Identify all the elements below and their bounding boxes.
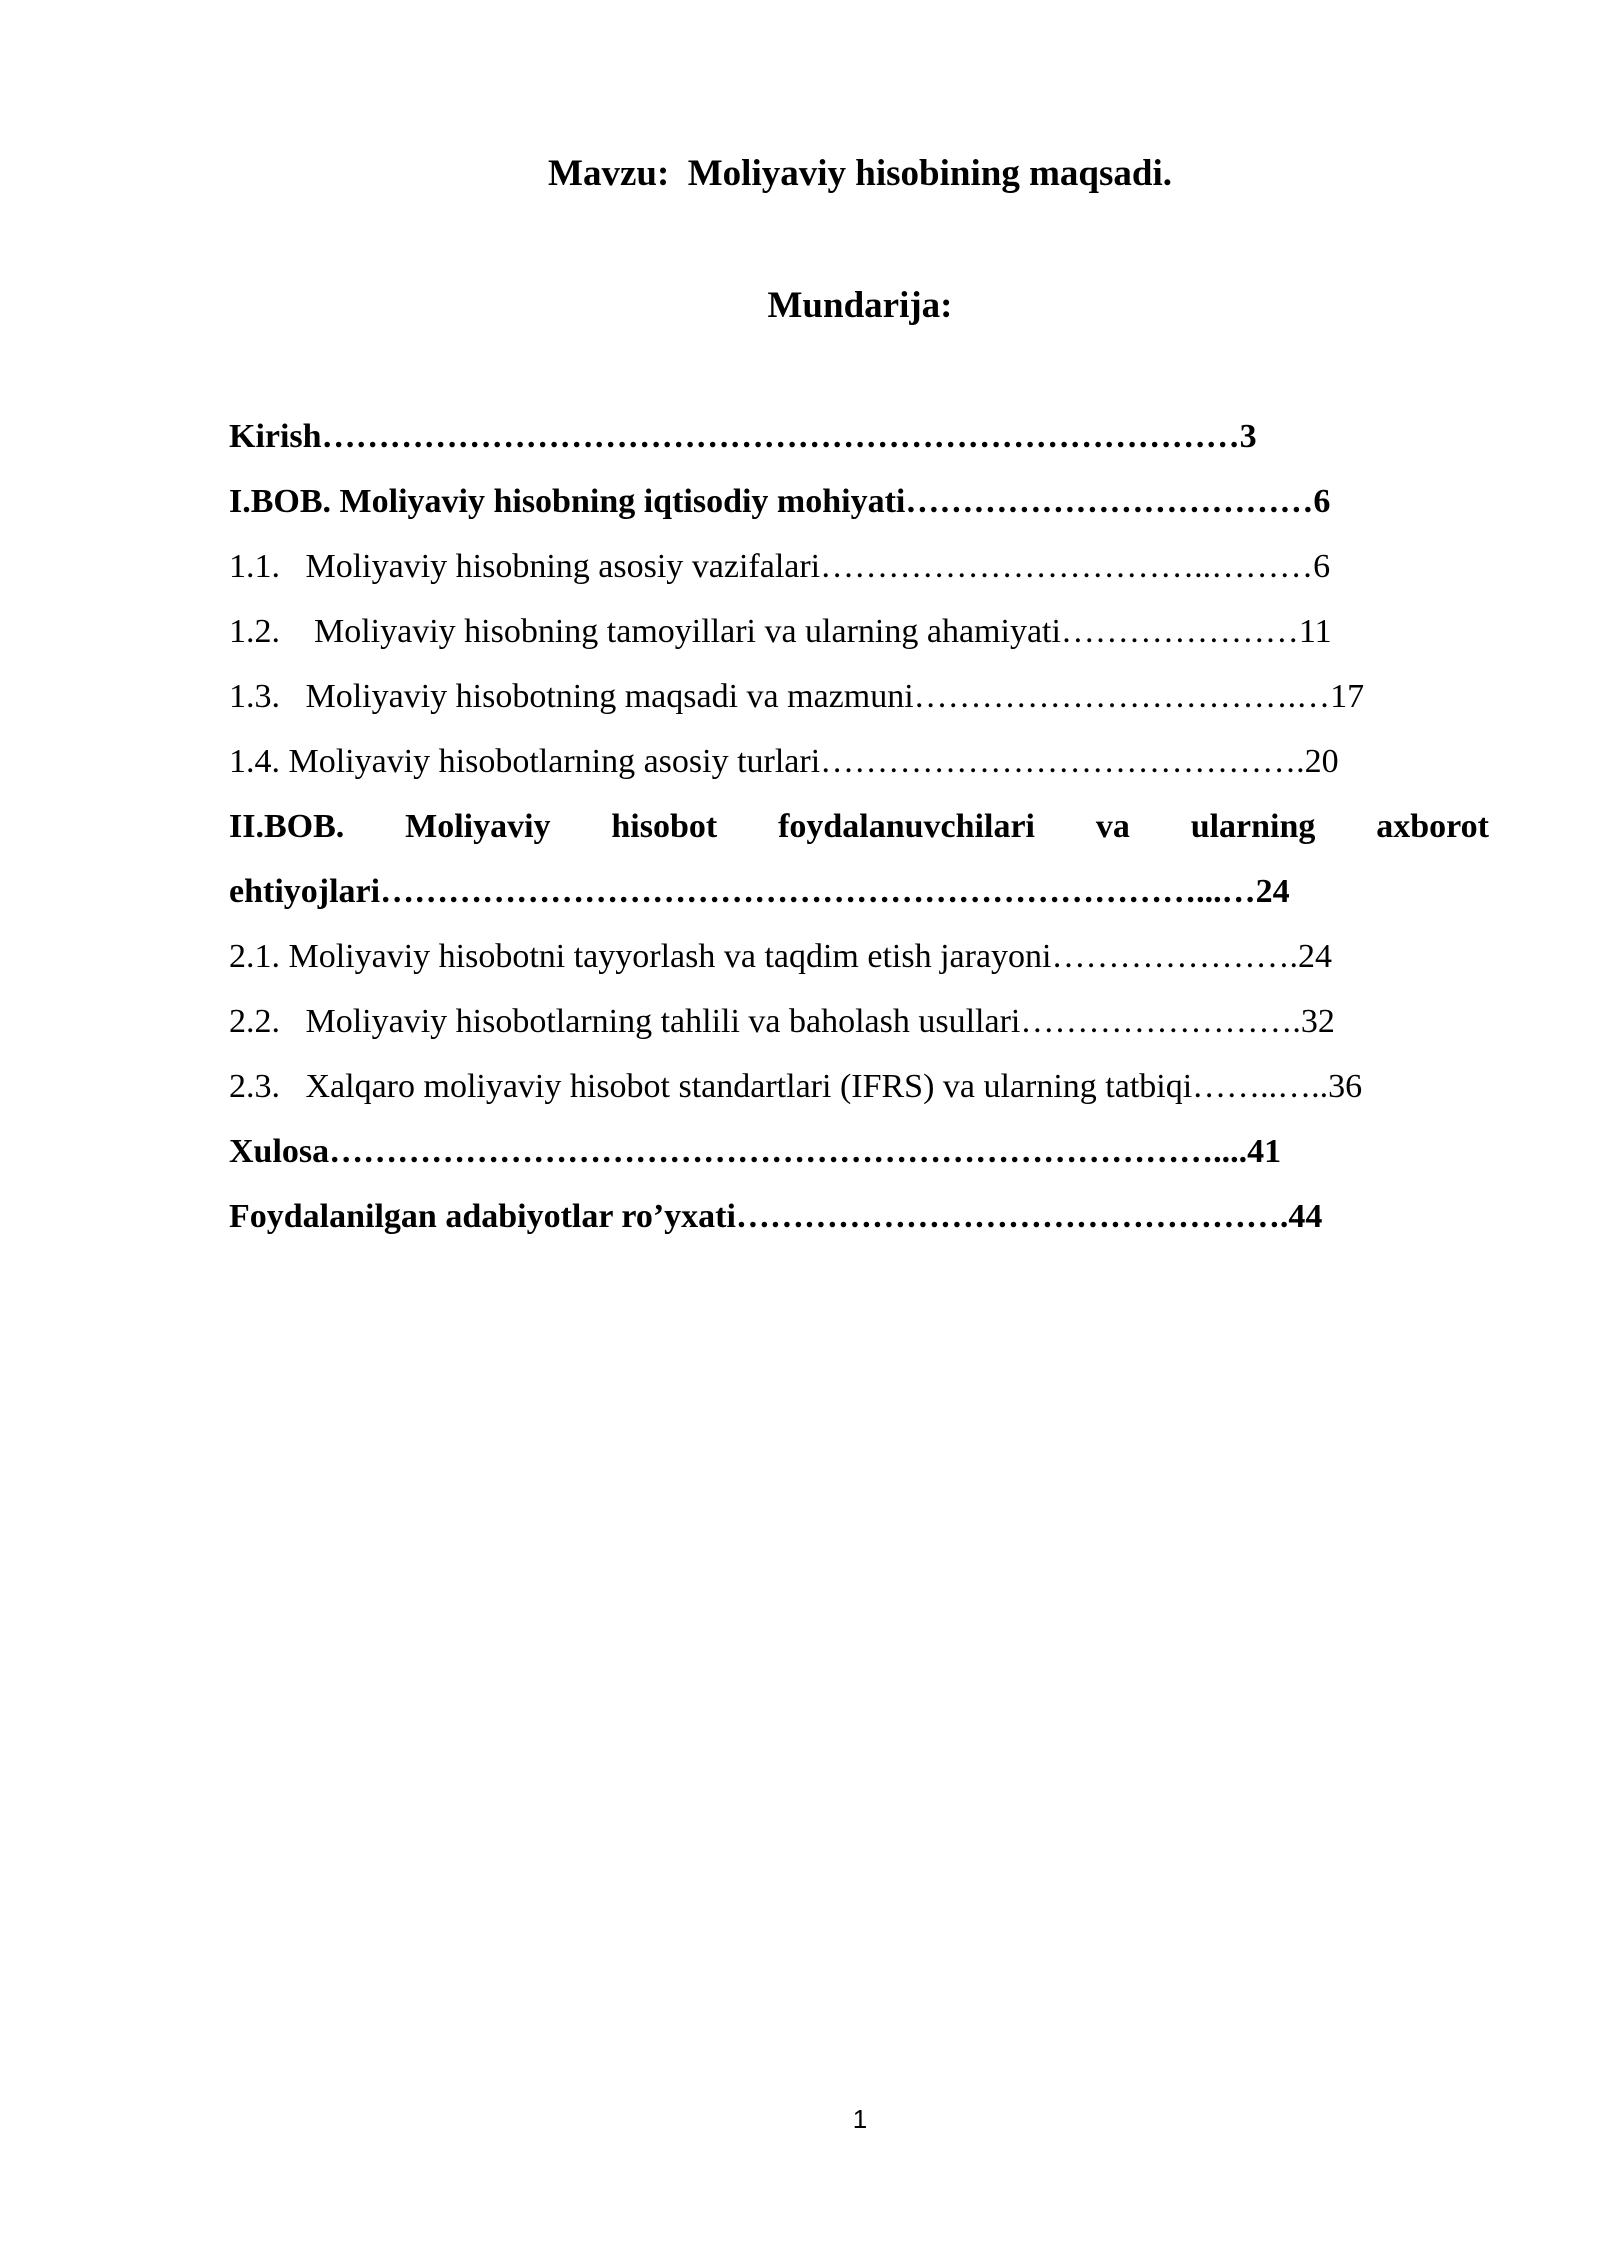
toc-word: hisobot — [611, 808, 718, 845]
toc-entry-chapter-1: I.BOB. Moliyaviy hisobning iqtisodiy mohiyati………………………………6 — [229, 483, 1331, 520]
toc-entry-1-2: 1.2. Moliyaviy hisobning tamoyillari va ularning ahamiyati…………………11 — [229, 613, 1332, 650]
toc-word: Moliyaviy — [405, 808, 551, 845]
toc-entry-1-1: 1.1. Moliyaviy hisobning asosiy vazifalari……………………………..………6 — [229, 548, 1331, 585]
toc-entry-1-4: 1.4. Moliyaviy hisobotlarning asosiy turlari…………………………………….20 — [229, 743, 1339, 780]
toc-entry-chapter-2-continued: ehtiyojlari………………………………………………………………...…24 — [229, 873, 1290, 910]
toc-word: axborot — [1376, 808, 1489, 845]
toc-entry-references: Foydalanilgan adabiyotlar ro’yxati………………………………………….44 — [229, 1198, 1323, 1235]
toc-entry-chapter-2 — [229, 804, 1489, 869]
toc-entry-2-1: 2.1. Moliyaviy hisobotni tayyorlash va taqdim etish jarayoni………………….24 — [229, 938, 1332, 975]
toc-entry-1-3: 1.3. Moliyaviy hisobotning maqsadi va mazmuni…………………………….…17 — [229, 678, 1365, 715]
toc-entry-2-3: 2.3. Xalqaro moliyaviy hisobot standartlari (IFRS) va ularning tatbiqi……..…..36 — [229, 1068, 1363, 1105]
document-title: Mavzu: Moliyaviy hisobining maqsadi. — [548, 153, 1172, 194]
toc-word: foydalanuvchilari — [778, 808, 1035, 845]
page-number: 1 — [852, 2104, 868, 2134]
toc-word: va — [1095, 808, 1130, 845]
toc-heading: Mundarija: — [767, 285, 953, 326]
toc-entry-kirish: Kirish………………………………………………………………………3 — [229, 418, 1257, 455]
toc-entry-xulosa: Xulosa……………………………………………………………………....41 — [229, 1133, 1282, 1170]
table-of-contents — [229, 414, 1489, 1259]
toc-entry-2-2: 2.2. Moliyaviy hisobotlarning tahlili va baholash usullari…………………….32 — [229, 1003, 1335, 1040]
toc-word: ularning — [1190, 808, 1316, 845]
toc-word: II.BOB. — [229, 808, 345, 845]
